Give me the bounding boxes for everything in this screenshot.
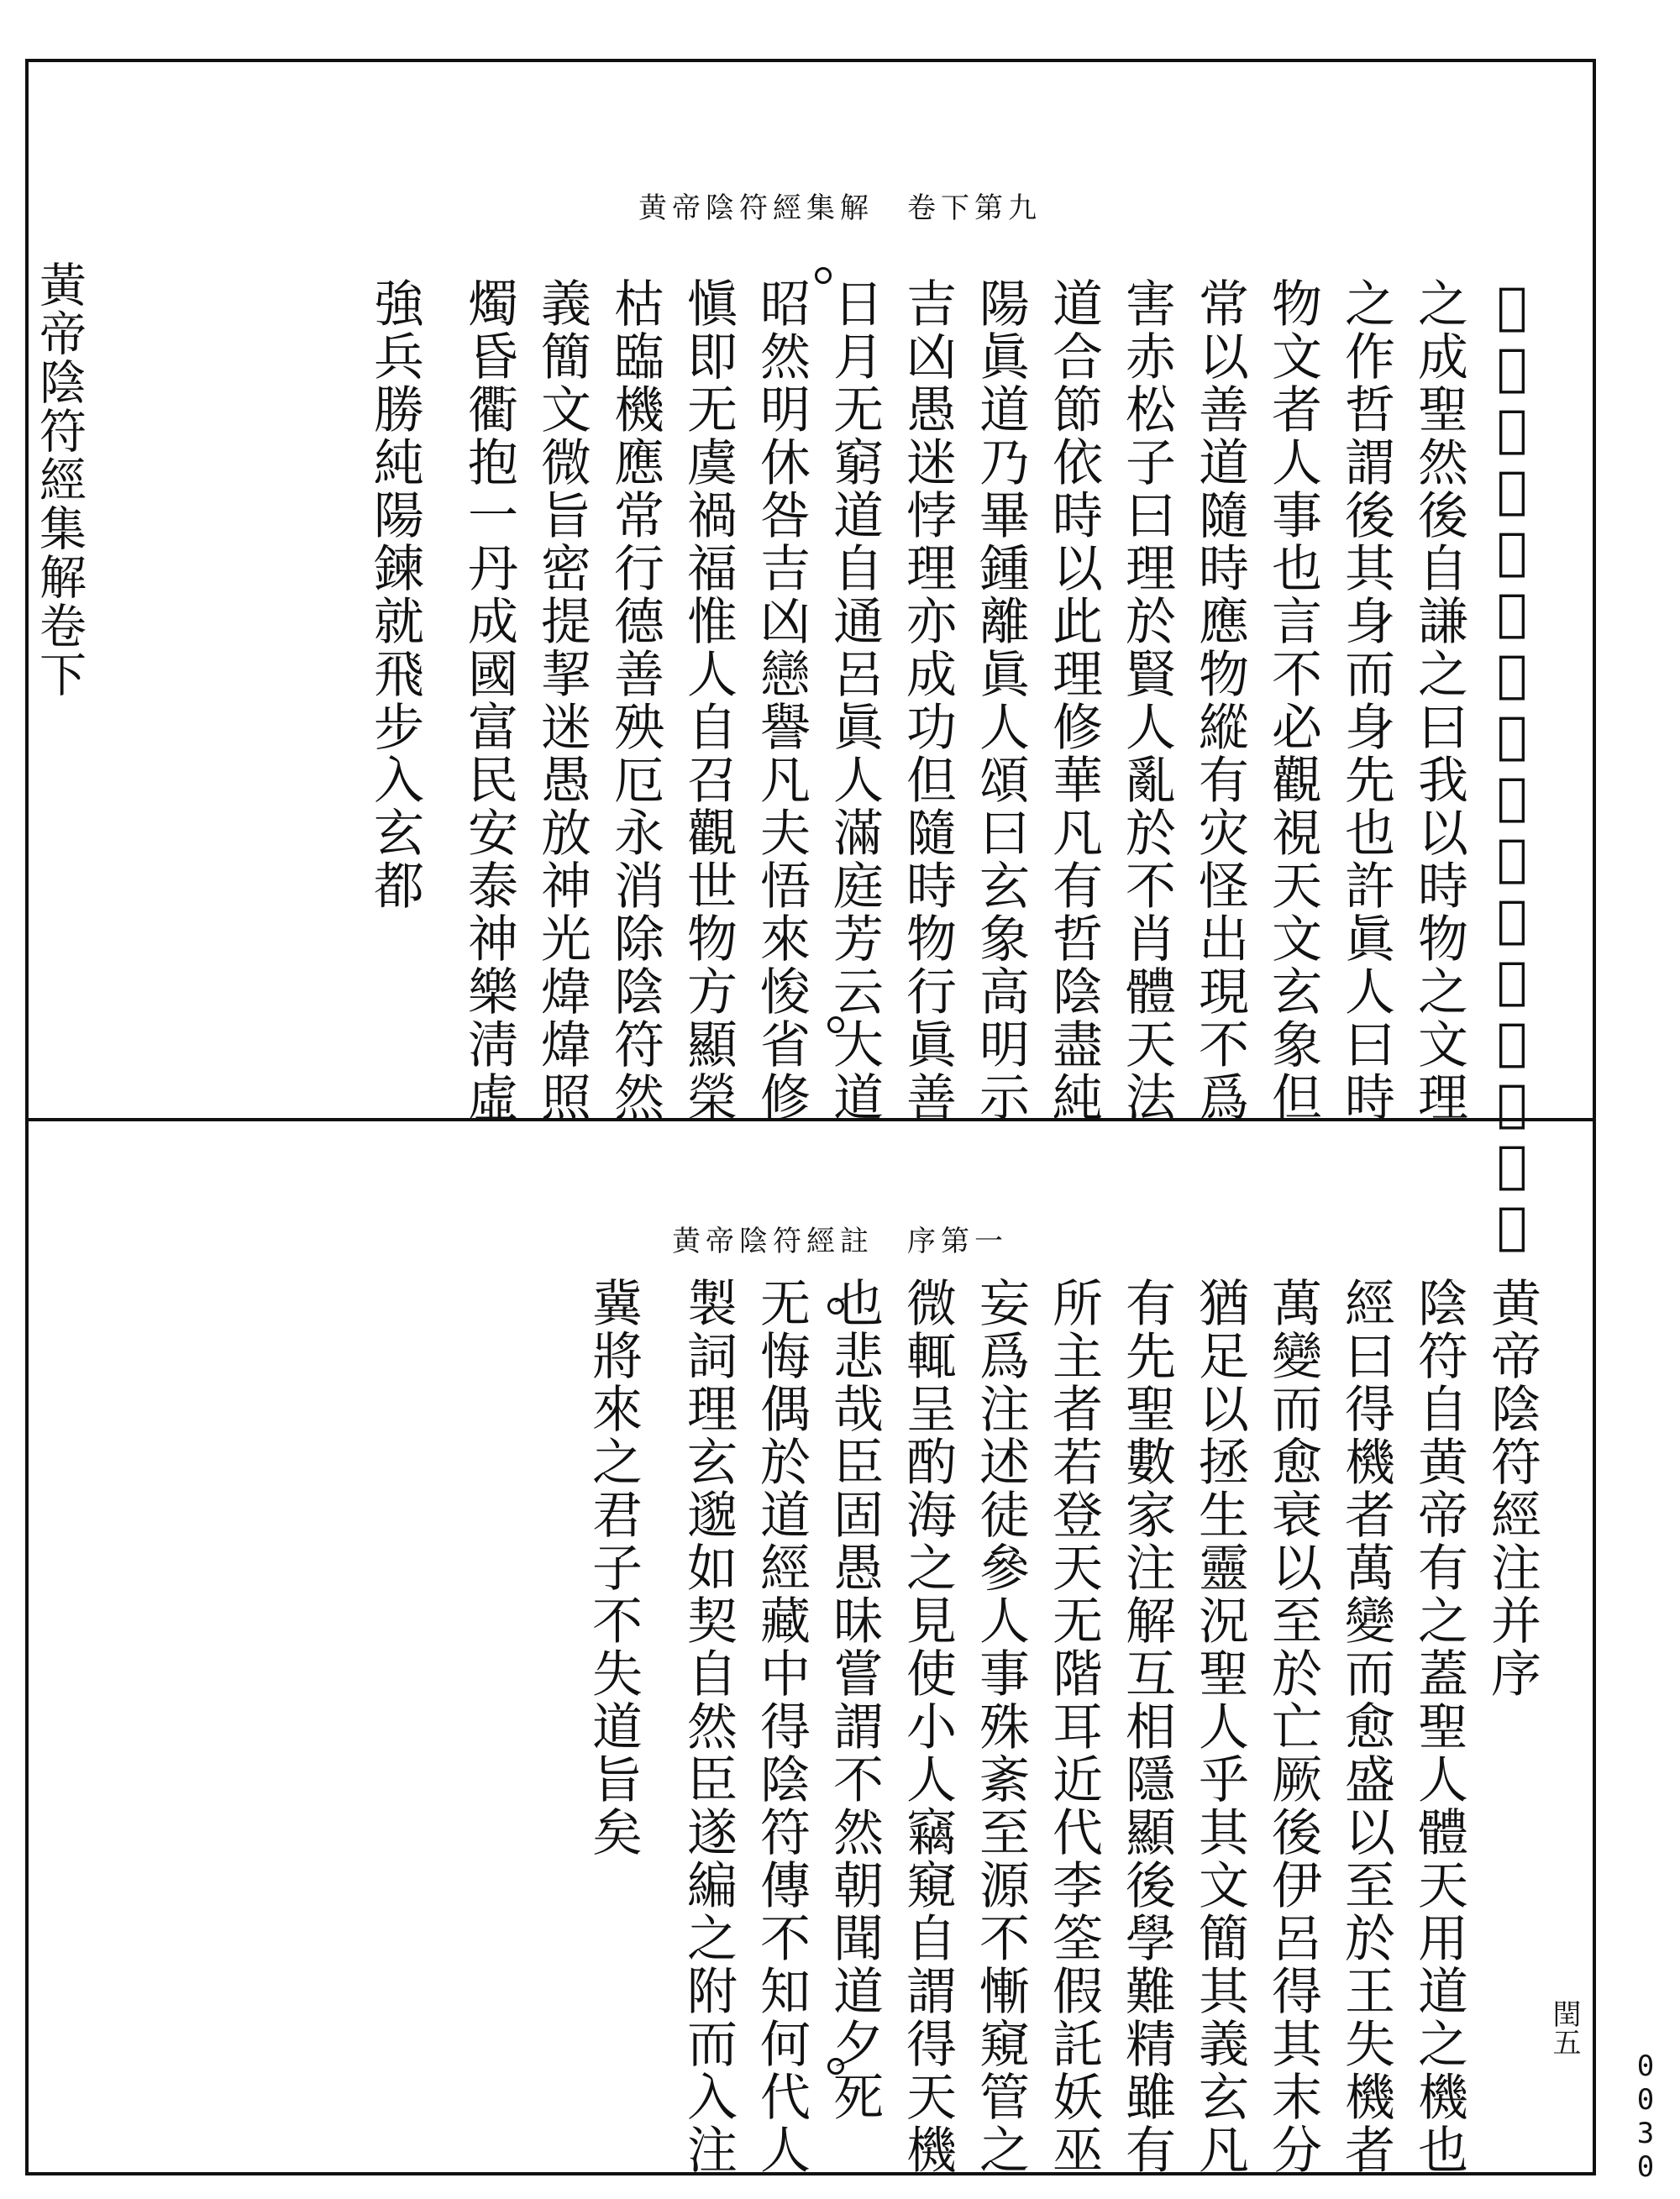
circle-mark-icon xyxy=(815,267,832,284)
upper-column: 物文者人事也言不必觀視天文玄象但 xyxy=(1263,277,1322,1124)
upper-column: 之成聖然後自謙之曰我以時物之文理 xyxy=(1410,277,1468,1124)
upper-header: 黄帝陰符經集解 卷下第九 xyxy=(638,192,1042,225)
upper-column: 道合節依時以此理修華凡有哲陰盡純 xyxy=(1044,277,1103,1124)
upper-column: 昭然明休咎吉凶戀譽凡夫悟來悛省修 xyxy=(752,277,811,1124)
lower-column: 猶足以拯生靈況聖人乎其文簡其義玄凡 xyxy=(1190,1277,1249,2176)
side-title: 黃帝陰符經集解卷下 xyxy=(32,260,87,699)
circle-mark-icon xyxy=(827,1016,844,1033)
upper-column: 日月无窮道自通呂眞人滿庭芳云大道 xyxy=(825,277,884,1124)
lower-column: 也悲哉臣固愚昧嘗謂不然朝聞道夕死 xyxy=(825,1277,884,2123)
page-label: 閏五 xyxy=(1547,1999,1581,2056)
upper-column: 常以善道隨時應物縱有灾怪出現不爲 xyxy=(1190,277,1249,1124)
upper-column: 枯臨機應常行德善殃厄永消除陰符然 xyxy=(606,277,664,1124)
lower-column: 黄帝陰符經注并序 xyxy=(1483,1277,1541,1700)
lower-column: 萬變而愈衰以至於亡厥後伊呂得其末分 xyxy=(1263,1277,1322,2176)
circle-mark-icon xyxy=(827,2058,844,2075)
lower-column: 製詞理玄邈如契自然臣遂編之附而入注 xyxy=(679,1277,738,2176)
lower-header: 黄帝陰符經註 序第一 xyxy=(672,1225,1008,1258)
upper-column: 吉凶愚迷悖理亦成功但隨時物行眞善 xyxy=(898,277,957,1124)
lower-column: 妄爲注述徒參人事殊紊至源不慚窺管之 xyxy=(971,1277,1030,2176)
lower-column: 有先聖數家注解互相隱顯後學難精雖有 xyxy=(1117,1277,1176,2176)
lower-column: 陰符自黄帝有之蓋聖人體天用道之機也 xyxy=(1410,1277,1468,2176)
upper-column: 之作哲謂後其身而身先也許眞人曰時 xyxy=(1336,277,1395,1124)
lower-column: 所主者若登天无階耳近代李筌假託妖巫 xyxy=(1044,1277,1103,2176)
lower-column: 冀將來之君子不失道旨矣 xyxy=(584,1277,643,1859)
upper-column: 愼即无虞禍福惟人自召觀世物方顯榮 xyxy=(679,277,738,1124)
upper-column: 義簡文微旨密提挈迷愚放神光煒煒照 xyxy=(533,277,591,1124)
lower-column: 經曰得機者萬變而愈盛以至於王失機者 xyxy=(1336,1277,1395,2176)
leaf-number: 0030 xyxy=(1629,2049,1662,2184)
lower-column: 微輒呈酌海之見使小人竊窺自謂得天機 xyxy=(898,1277,957,2176)
upper-column: 陽眞道乃畢鍾離眞人頌曰玄象高明示 xyxy=(971,277,1030,1124)
lower-column: 无悔偶於道經藏中得陰符傳不知何代人 xyxy=(752,1277,811,2176)
upper-column: 強兵勝純陽鍊就飛步入玄都 xyxy=(365,277,424,912)
upper-column: 燭昏衢抱一丹成國富民安泰神樂淸虛 xyxy=(459,277,518,1124)
circle-mark-icon xyxy=(827,1298,844,1315)
upper-column: 害赤松子曰理於賢人亂於不肖體天法 xyxy=(1117,277,1176,1124)
upper-column: 𩦘氏製陰符將畢先舉愚人用天地文理 xyxy=(1483,277,1541,1258)
